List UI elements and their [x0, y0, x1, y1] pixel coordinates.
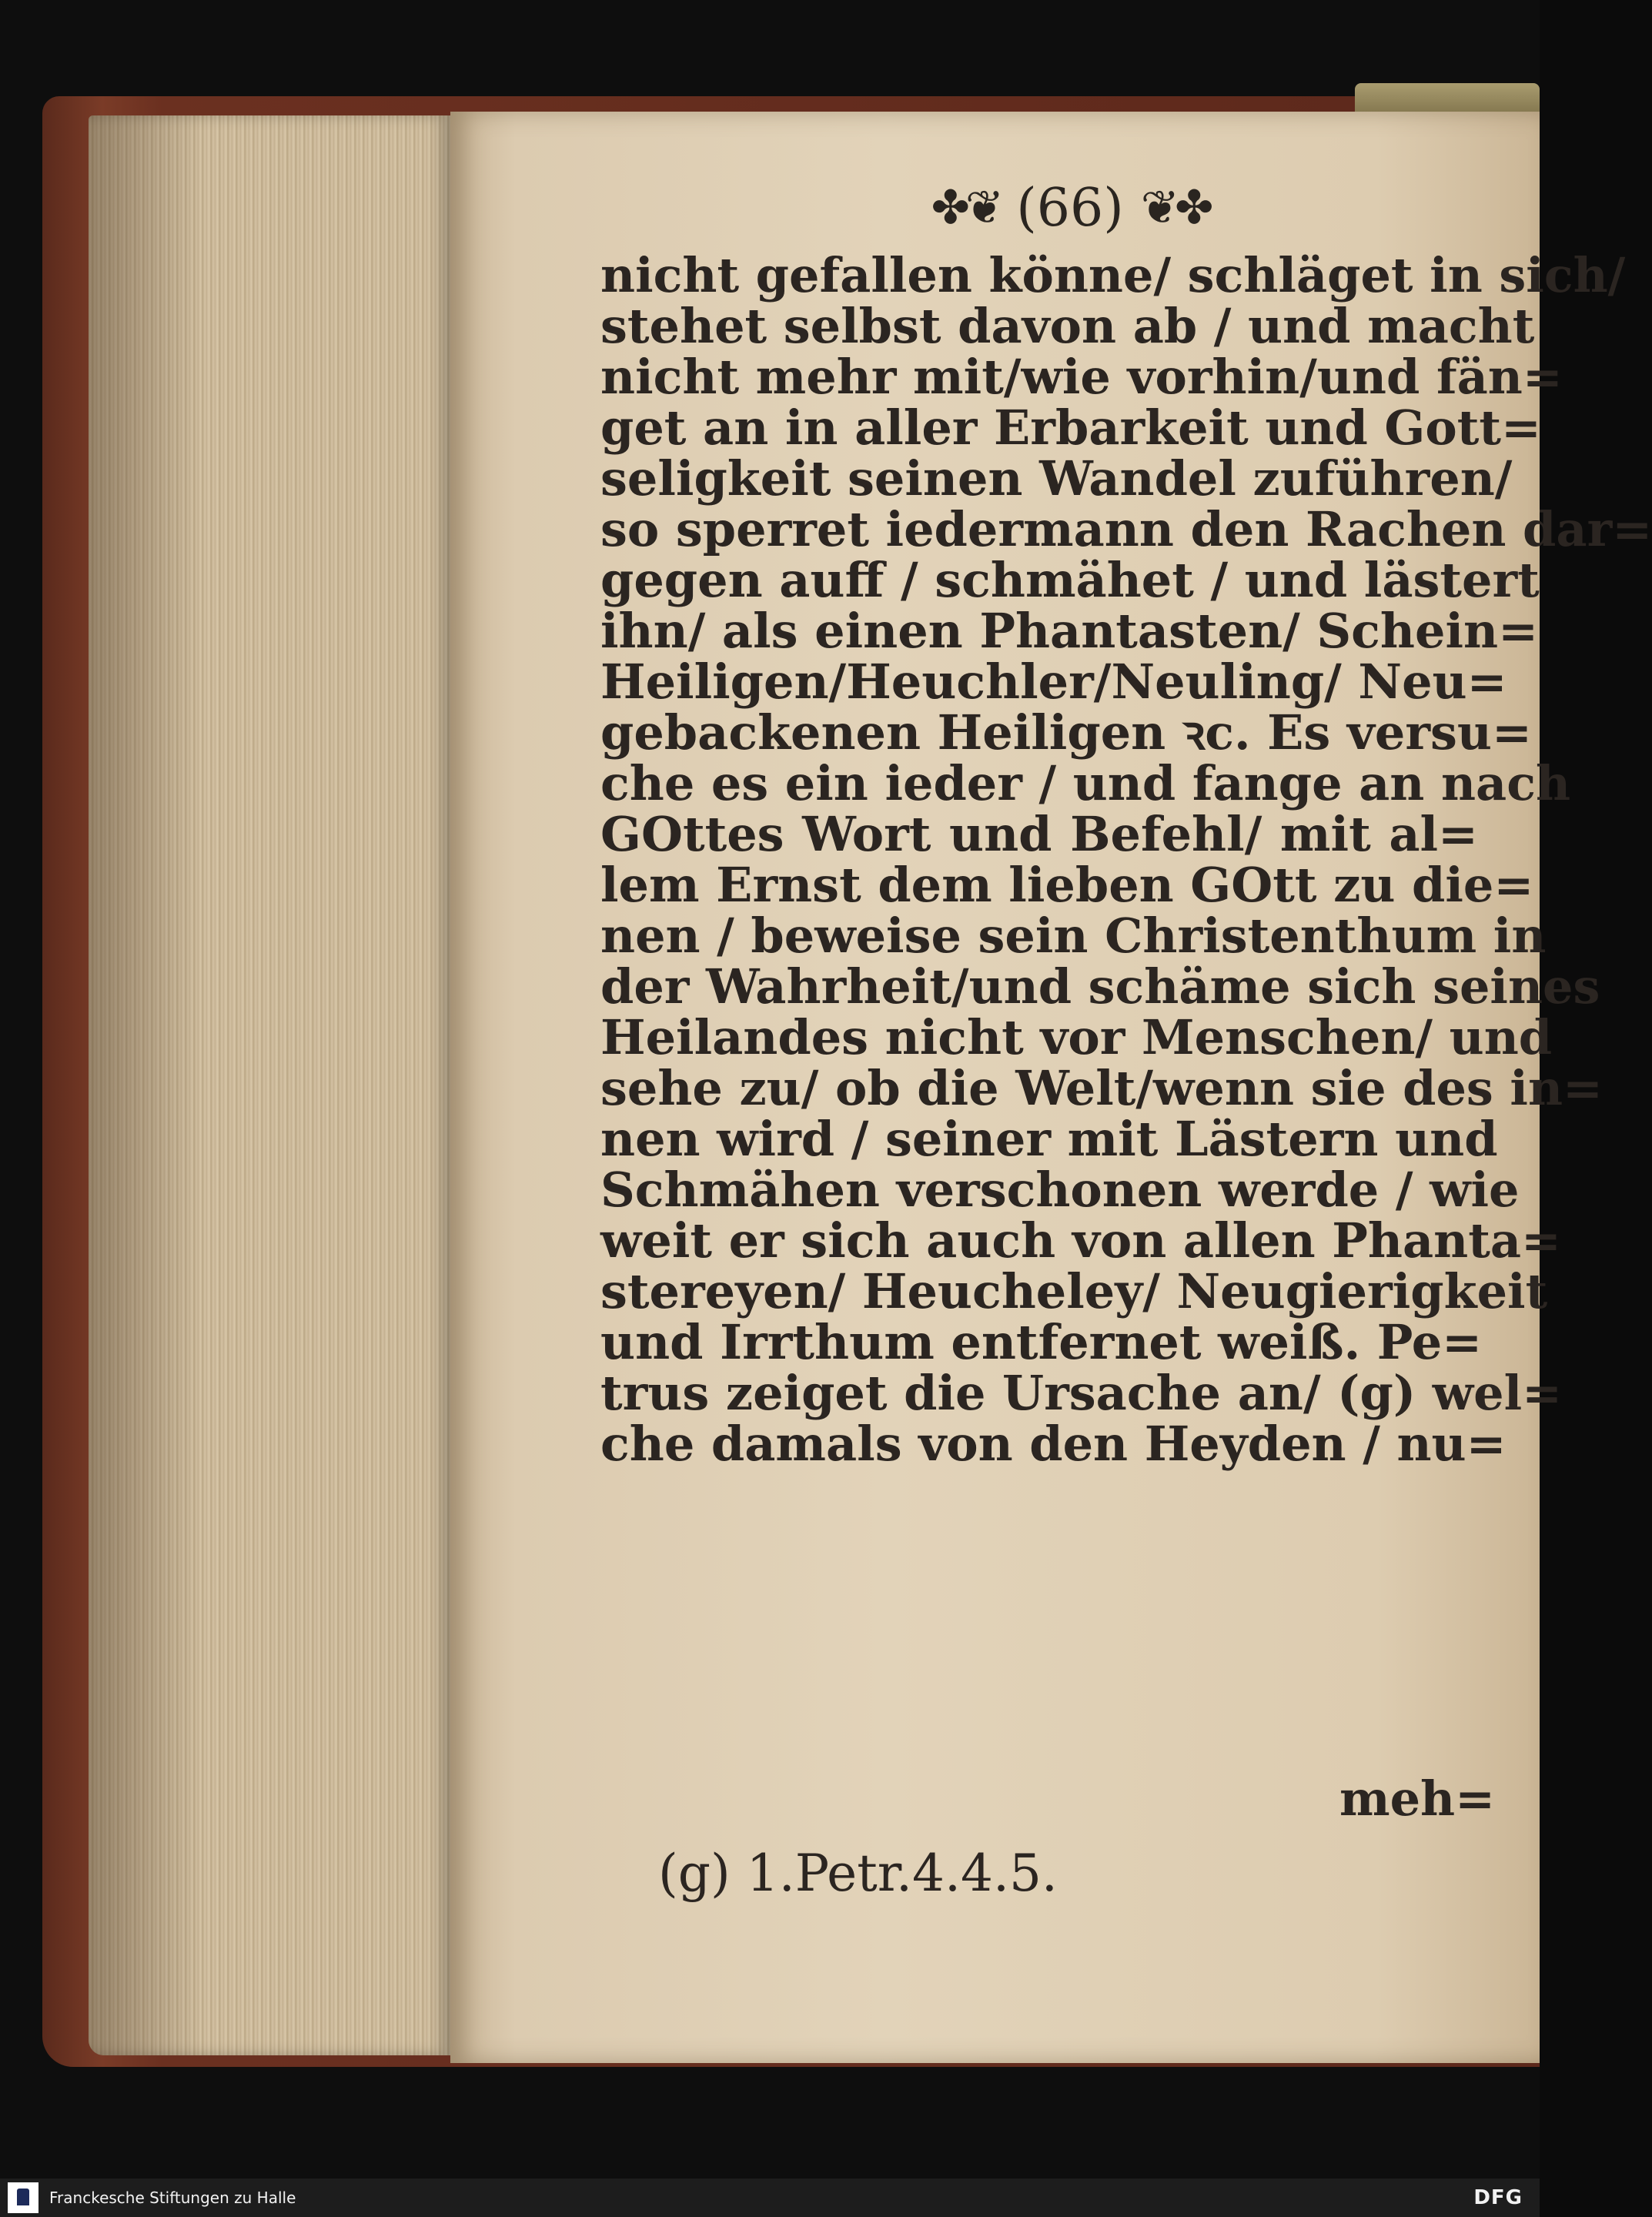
text-line: so sperret iedermann den Rachen dar= — [600, 501, 1652, 557]
text-line: Heilandes nicht vor Menschen/ und — [600, 1009, 1553, 1065]
text-line: gegen auff / schmähet / und lästert — [600, 552, 1540, 608]
page-edges-shadow — [89, 115, 204, 2055]
text-line: che damals von den Heyden / nu= — [600, 1416, 1507, 1472]
text-line: Heiligen/Heuchler/Neuling/ Neu= — [600, 654, 1507, 710]
text-line: nen wird / seiner mit Lästern und — [600, 1111, 1498, 1167]
text-line: der Wahrheit/und schäme sich seines — [600, 958, 1600, 1015]
right-ornament-icon: ❦✤ — [1140, 181, 1209, 235]
text-line: che es ein ieder / und fange an nach — [600, 755, 1571, 811]
text-line: gebackenen Heiligen ꝛc. Es versu= — [600, 704, 1532, 761]
text-line: stehet selbst davon ab / und macht — [600, 298, 1535, 354]
institution-name: Franckesche Stiftungen zu Halle — [49, 2189, 296, 2207]
footnote: (g) 1.Petr.4.4.5. — [658, 1844, 1058, 1903]
text-line: trus zeiget die Ursache an/ (g) wel= — [600, 1365, 1563, 1421]
text-line: nicht mehr mit/wie vorhin/und fän= — [600, 349, 1563, 405]
text-line: weit er sich auch von allen Phanta= — [600, 1212, 1561, 1269]
text-line: nen / beweise sein Christenthum in — [600, 908, 1547, 964]
text-line: stereyen/ Heucheley/ Neugierigkeit — [600, 1263, 1548, 1319]
text-line: Schmähen verschonen werde / wie — [600, 1162, 1520, 1218]
text-line: sehe zu/ ob die Welt/wenn sie des in= — [600, 1060, 1603, 1116]
text-line: und Irrthum entfernet weiß. Pe= — [600, 1314, 1483, 1370]
text-line: nicht gefallen könne/ schläget in sich/ — [600, 247, 1626, 303]
dfg-logo: DFG — [1473, 2186, 1523, 2209]
text-line: seligkeit seinen Wandel zuführen/ — [600, 450, 1513, 507]
page-body-text — [600, 247, 1652, 1472]
text-line: lem Ernst dem lieben GOtt zu die= — [600, 857, 1534, 913]
institution-logo-icon — [8, 2182, 38, 2213]
page-header — [885, 173, 1255, 242]
text-line: ihn/ als einen Phantasten/ Schein= — [600, 603, 1539, 659]
footer-bar — [0, 2179, 1540, 2217]
text-line: get an in aller Erbarkeit und Gott= — [600, 400, 1541, 456]
footer-institution — [0, 2182, 296, 2213]
left-ornament-icon: ✤❦ — [931, 181, 1000, 235]
catchword: meh= — [1339, 1771, 1496, 1827]
text-line: GOttes Wort und Befehl/ mit al= — [600, 806, 1478, 862]
page-number: (66) — [1016, 177, 1124, 239]
